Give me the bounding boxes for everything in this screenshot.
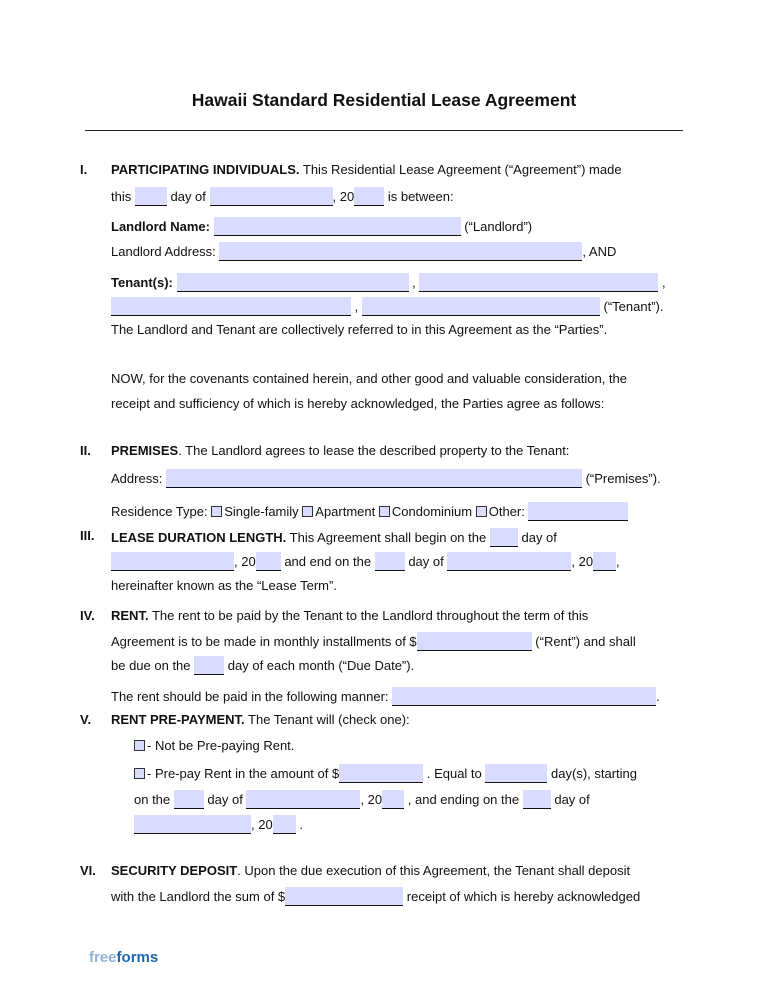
tenant-4-field[interactable] xyxy=(362,297,600,316)
section-6-line-1 xyxy=(111,863,630,878)
consideration-line-2: receipt and sufficiency of which is hereby acknowledged, the Parties agree as follows: xyxy=(111,396,605,411)
section-5-number: V. xyxy=(80,712,92,727)
other-label: Other: xyxy=(488,504,525,519)
section-4-number: IV. xyxy=(80,608,95,623)
ending-on-label: , and ending on the xyxy=(407,792,520,807)
start-month-field[interactable] xyxy=(111,552,234,571)
year-prefix-label: , 20 xyxy=(332,189,355,204)
tenant-2-field[interactable] xyxy=(419,273,658,292)
tenant-3-field[interactable] xyxy=(111,297,351,316)
prepay-row xyxy=(134,764,637,783)
section-2-line-1 xyxy=(111,443,569,458)
year-prefix-label: , 20 xyxy=(251,817,273,832)
section-3-line-1 xyxy=(111,528,557,547)
section-6-line-2 xyxy=(111,887,640,906)
section-1-number: I. xyxy=(80,162,88,177)
day-of-label: day of xyxy=(170,189,206,204)
section-4-text: The rent to be paid by the Tenant to the Landlord throughout the term of this xyxy=(148,608,589,623)
section-1-line-1 xyxy=(111,162,622,177)
day-of-label: day of xyxy=(521,530,557,545)
end-day-field[interactable] xyxy=(375,552,405,571)
address-label: Address: xyxy=(111,471,163,486)
prepay-end-row xyxy=(134,815,303,834)
logo-free: free xyxy=(89,949,117,966)
section-2-number: II. xyxy=(80,443,91,458)
section-1-heading: PARTICIPATING INDIVIDUALS. xyxy=(111,162,300,177)
document-title: Hawaii Standard Residential Lease Agreement xyxy=(191,90,577,110)
consideration-line-1: NOW, for the covenants contained herein, and other good and valuable consideration, the xyxy=(111,371,628,386)
tenant-suffix: (“Tenant”). xyxy=(603,299,664,314)
equal-to-label: . Equal to xyxy=(426,766,482,781)
prepay-end-month-field[interactable] xyxy=(134,815,251,834)
section-5-text: The Tenant will (check one): xyxy=(248,712,410,727)
year-prefix-label: , 20 xyxy=(234,554,256,569)
other-checkbox[interactable] xyxy=(476,506,487,517)
section-3-heading: LEASE DURATION LENGTH. xyxy=(111,530,287,545)
prepay-checkbox[interactable] xyxy=(134,768,145,779)
freeforms-logo xyxy=(89,949,158,966)
section-3-number: III. xyxy=(80,528,95,543)
no-prepay-label: - Not be Pre-paying Rent. xyxy=(147,738,295,753)
no-prepay-checkbox[interactable] xyxy=(134,740,145,751)
section-2-text: . The Landlord agrees to lease the described property to the Tenant: xyxy=(178,443,570,458)
apartment-label: Apartment xyxy=(315,504,376,519)
tenants-label: Tenant(s): xyxy=(111,275,173,290)
landlord-address-row xyxy=(111,242,616,261)
premises-address-row xyxy=(111,469,661,488)
due-day-field[interactable] xyxy=(194,656,224,675)
section-2-heading: PREMISES xyxy=(111,443,179,458)
payment-manner-field[interactable] xyxy=(392,687,656,706)
is-between-label: is between: xyxy=(387,189,454,204)
section-1-intro: This Residential Lease Agreement (“Agreement”) made xyxy=(302,162,622,177)
tenants-row-1 xyxy=(111,273,666,292)
comma: , xyxy=(616,554,620,569)
prepay-end-year-field[interactable] xyxy=(273,815,296,834)
section-4-line-1 xyxy=(111,608,588,623)
period: . xyxy=(656,689,660,704)
prepay-amount-label: - Pre-pay Rent in the amount of $ xyxy=(147,766,340,781)
residence-type-row xyxy=(111,502,628,521)
section-6-text: . Upon the due execution of this Agreement, the Tenant shall deposit xyxy=(237,863,631,878)
days-starting-label: day(s), starting xyxy=(551,766,638,781)
deposit-label: with the Landlord the sum of $ xyxy=(111,889,286,904)
start-year-field[interactable] xyxy=(256,552,281,571)
other-type-field[interactable] xyxy=(528,502,628,521)
landlord-name-row xyxy=(111,217,532,236)
logo-forms: forms xyxy=(116,949,159,966)
residence-type-label: Residence Type: xyxy=(111,504,208,519)
comma: , xyxy=(412,275,416,290)
title-divider xyxy=(85,130,683,131)
single-family-label: Single-family xyxy=(224,504,299,519)
section-1-line-2 xyxy=(111,187,454,206)
parties-text: The Landlord and Tenant are collectively referred to in this Agreement as the “Parties”. xyxy=(111,322,608,337)
due-on-label: be due on the xyxy=(111,658,191,673)
start-day-field[interactable] xyxy=(490,528,518,547)
deposit-amount-field[interactable] xyxy=(285,887,403,906)
end-on-label: and end on the xyxy=(284,554,372,569)
premises-address-field[interactable] xyxy=(166,469,582,488)
day-of-label: day of xyxy=(408,554,444,569)
prepay-start-year-field[interactable] xyxy=(382,790,404,809)
end-year-field[interactable] xyxy=(593,552,616,571)
section-6-number: VI. xyxy=(80,863,96,878)
section-4-heading: RENT. xyxy=(111,608,149,623)
agreement-year-field[interactable] xyxy=(354,187,384,206)
section-3-text: This Agreement shall begin on the xyxy=(289,530,487,545)
comma: , xyxy=(662,275,666,290)
section-4-line-3 xyxy=(111,656,414,675)
prepay-start-month-field[interactable] xyxy=(246,790,360,809)
prepay-end-day-field[interactable] xyxy=(523,790,551,809)
installments-label: Agreement is to be made in monthly installments of $ xyxy=(111,634,417,649)
tenant-1-field[interactable] xyxy=(177,273,409,292)
and-label: , AND xyxy=(582,244,617,259)
rent-amount-field[interactable] xyxy=(417,632,532,651)
this-label: this xyxy=(111,189,132,204)
section-4-line-2 xyxy=(111,632,636,651)
day-of-label: day of xyxy=(207,792,243,807)
end-month-field[interactable] xyxy=(447,552,571,571)
year-prefix-label: , 20 xyxy=(571,554,594,569)
comma: , xyxy=(354,299,359,314)
section-5-heading: RENT PRE-PAYMENT. xyxy=(111,712,245,727)
year-prefix-label: , 20 xyxy=(360,792,383,807)
prepay-dates-row xyxy=(134,790,590,809)
prepay-amount-field[interactable] xyxy=(339,764,423,783)
agreement-day-field[interactable] xyxy=(135,187,167,206)
rent-suffix: (“Rent”) and shall xyxy=(535,634,636,649)
condominium-label: Condominium xyxy=(391,504,473,519)
landlord-address-label: Landlord Address: xyxy=(111,244,216,259)
section-5-line-1 xyxy=(111,712,410,727)
prepay-days-field[interactable] xyxy=(485,764,547,783)
section-6-heading: SECURITY DEPOSIT xyxy=(111,863,238,878)
no-prepay-row xyxy=(134,738,294,753)
day-of-label: day of xyxy=(554,792,590,807)
landlord-name-field[interactable] xyxy=(214,217,461,236)
tenants-row-2 xyxy=(111,297,663,316)
apartment-checkbox[interactable] xyxy=(302,506,313,517)
single-family-checkbox[interactable] xyxy=(211,506,222,517)
condominium-checkbox[interactable] xyxy=(379,506,390,517)
landlord-name-label: Landlord Name: xyxy=(111,219,210,234)
premises-suffix: (“Premises”). xyxy=(585,471,661,486)
on-the-label: on the xyxy=(134,792,171,807)
landlord-suffix: (“Landlord”) xyxy=(464,219,533,234)
period: . xyxy=(299,817,303,832)
payment-manner-label: The rent should be paid in the following manner: xyxy=(111,689,389,704)
section-3-line-2 xyxy=(111,552,620,571)
deposit-suffix: receipt of which is hereby acknowledged xyxy=(406,889,641,904)
due-date-suffix: day of each month (“Due Date”). xyxy=(227,658,415,673)
landlord-address-field[interactable] xyxy=(219,242,582,261)
payment-manner-row xyxy=(111,687,660,706)
lease-term-text: hereinafter known as the “Lease Term”. xyxy=(111,578,337,593)
prepay-start-day-field[interactable] xyxy=(174,790,204,809)
agreement-month-field[interactable] xyxy=(210,187,333,206)
